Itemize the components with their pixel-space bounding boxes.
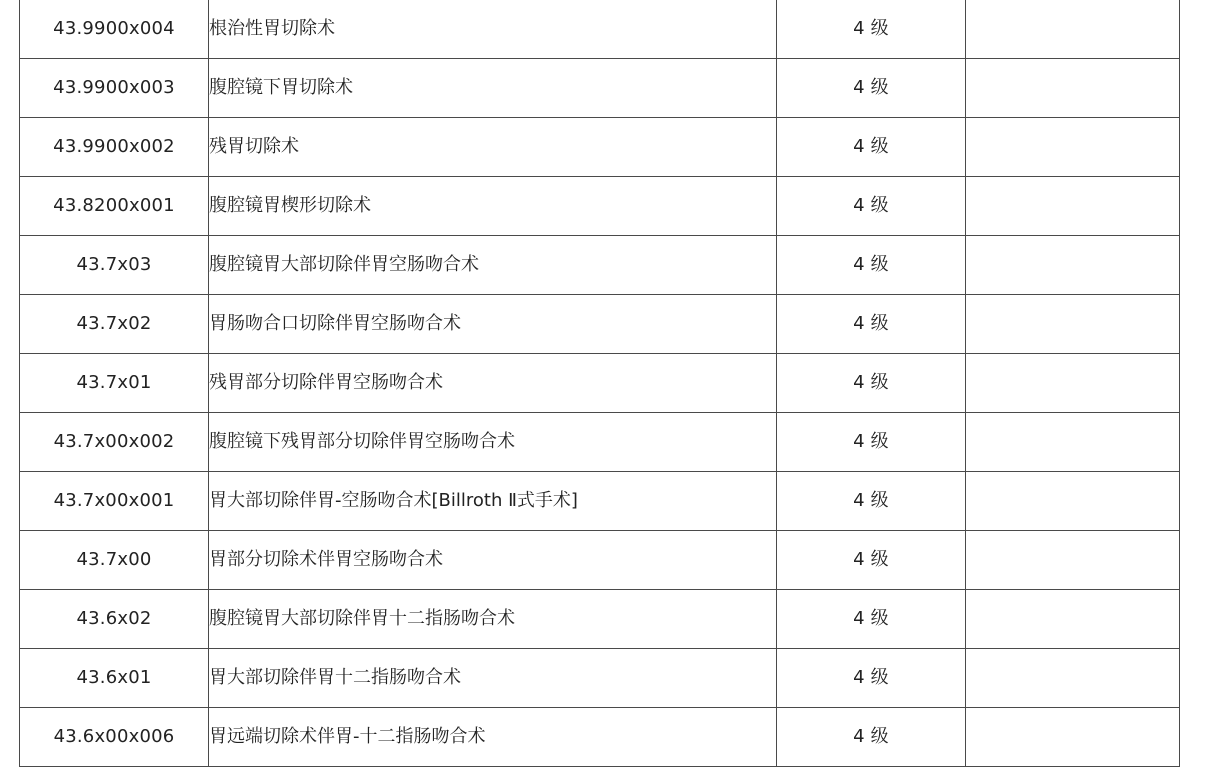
table-row bbox=[20, 295, 1180, 354]
procedure-table-body bbox=[20, 0, 1180, 767]
procedure-code-text: 43.9900x002 bbox=[53, 136, 175, 157]
procedure-name-cell bbox=[209, 708, 777, 767]
procedure-code-cell bbox=[20, 295, 209, 354]
procedure-grade-text: 4 级 bbox=[853, 254, 889, 275]
procedure-grade-cell bbox=[777, 354, 966, 413]
procedure-note-cell bbox=[966, 295, 1180, 354]
procedure-code-text: 43.7x03 bbox=[76, 254, 152, 275]
procedure-name-cell bbox=[209, 177, 777, 236]
procedure-name-text: 胃大部切除伴胃十二指肠吻合术 bbox=[209, 667, 461, 688]
procedure-grade-text: 4 级 bbox=[853, 18, 889, 39]
procedure-code-text: 43.7x00x002 bbox=[53, 431, 175, 452]
procedure-code-cell bbox=[20, 177, 209, 236]
table-row bbox=[20, 59, 1180, 118]
procedure-note-cell bbox=[966, 649, 1180, 708]
procedure-code-cell bbox=[20, 354, 209, 413]
procedure-name-cell bbox=[209, 118, 777, 177]
procedure-name-text: 腹腔镜下胃切除术 bbox=[209, 77, 353, 98]
procedure-table bbox=[19, 0, 1180, 767]
procedure-note-cell bbox=[966, 59, 1180, 118]
procedure-code-text: 43.6x02 bbox=[76, 608, 152, 629]
procedure-code-cell bbox=[20, 649, 209, 708]
procedure-grade-text: 4 级 bbox=[853, 549, 889, 570]
procedure-name-text: 根治性胃切除术 bbox=[209, 18, 335, 39]
procedure-grade-text: 4 级 bbox=[853, 313, 889, 334]
procedure-grade-text: 4 级 bbox=[853, 608, 889, 629]
procedure-code-cell bbox=[20, 708, 209, 767]
procedure-name-text: 胃部分切除术伴胃空肠吻合术 bbox=[209, 549, 443, 570]
table-row bbox=[20, 649, 1180, 708]
procedure-name-cell bbox=[209, 472, 777, 531]
procedure-grade-cell bbox=[777, 0, 966, 59]
procedure-name-text: 腹腔镜下残胃部分切除伴胃空肠吻合术 bbox=[209, 431, 515, 452]
table-row bbox=[20, 118, 1180, 177]
procedure-grade-text: 4 级 bbox=[853, 195, 889, 216]
procedure-note-cell bbox=[966, 590, 1180, 649]
procedure-grade-text: 4 级 bbox=[853, 431, 889, 452]
procedure-grade-cell bbox=[777, 531, 966, 590]
procedure-note-cell bbox=[966, 177, 1180, 236]
table-row bbox=[20, 590, 1180, 649]
procedure-grade-cell bbox=[777, 708, 966, 767]
procedure-code-cell bbox=[20, 59, 209, 118]
procedure-code-cell bbox=[20, 531, 209, 590]
procedure-name-cell bbox=[209, 236, 777, 295]
procedure-grade-cell bbox=[777, 295, 966, 354]
procedure-name-text: 腹腔镜胃大部切除伴胃十二指肠吻合术 bbox=[209, 608, 515, 629]
procedure-name-cell bbox=[209, 295, 777, 354]
procedure-name-cell bbox=[209, 413, 777, 472]
procedure-grade-text: 4 级 bbox=[853, 136, 889, 157]
procedure-grade-text: 4 级 bbox=[853, 372, 889, 393]
procedure-code-text: 43.7x01 bbox=[76, 372, 152, 393]
procedure-name-cell bbox=[209, 0, 777, 59]
procedure-code-text: 43.7x00x001 bbox=[53, 490, 175, 511]
procedure-grade-cell bbox=[777, 236, 966, 295]
table-row bbox=[20, 472, 1180, 531]
procedure-name-text: 残胃切除术 bbox=[209, 136, 299, 157]
procedure-grade-cell bbox=[777, 590, 966, 649]
procedure-grade-cell bbox=[777, 413, 966, 472]
table-row bbox=[20, 531, 1180, 590]
procedure-code-cell bbox=[20, 413, 209, 472]
procedure-grade-text: 4 级 bbox=[853, 490, 889, 511]
procedure-code-text: 43.6x00x006 bbox=[53, 726, 175, 747]
procedure-note-cell bbox=[966, 118, 1180, 177]
procedure-name-text: 胃肠吻合口切除伴胃空肠吻合术 bbox=[209, 313, 461, 334]
procedure-grade-text: 4 级 bbox=[853, 667, 889, 688]
procedure-code-text: 43.7x00 bbox=[76, 549, 152, 570]
procedure-code-cell bbox=[20, 0, 209, 59]
table-row bbox=[20, 708, 1180, 767]
procedure-name-text: 胃大部切除伴胃-空肠吻合术[Billroth Ⅱ式手术] bbox=[209, 490, 578, 511]
procedure-grade-text: 4 级 bbox=[853, 726, 889, 747]
procedure-note-cell bbox=[966, 413, 1180, 472]
table-row bbox=[20, 236, 1180, 295]
procedure-code-cell bbox=[20, 472, 209, 531]
procedure-name-text: 腹腔镜胃楔形切除术 bbox=[209, 195, 371, 216]
procedure-note-cell bbox=[966, 708, 1180, 767]
procedure-note-cell bbox=[966, 354, 1180, 413]
procedure-grade-cell bbox=[777, 649, 966, 708]
procedure-code-text: 43.8200x001 bbox=[53, 195, 175, 216]
procedure-code-text: 43.9900x004 bbox=[53, 18, 175, 39]
procedure-grade-cell bbox=[777, 118, 966, 177]
procedure-grade-cell bbox=[777, 177, 966, 236]
procedure-name-cell bbox=[209, 59, 777, 118]
table-row bbox=[20, 0, 1180, 59]
procedure-code-text: 43.9900x003 bbox=[53, 77, 175, 98]
procedure-name-cell bbox=[209, 649, 777, 708]
procedure-note-cell bbox=[966, 236, 1180, 295]
procedure-code-cell bbox=[20, 590, 209, 649]
procedure-note-cell bbox=[966, 0, 1180, 59]
procedure-name-cell bbox=[209, 590, 777, 649]
table-row bbox=[20, 413, 1180, 472]
procedure-grade-text: 4 级 bbox=[853, 77, 889, 98]
procedure-code-text: 43.7x02 bbox=[76, 313, 152, 334]
procedure-name-cell bbox=[209, 354, 777, 413]
procedure-grade-cell bbox=[777, 59, 966, 118]
procedure-note-cell bbox=[966, 531, 1180, 590]
procedure-code-cell bbox=[20, 118, 209, 177]
procedure-name-cell bbox=[209, 531, 777, 590]
procedure-note-cell bbox=[966, 472, 1180, 531]
procedure-name-text: 残胃部分切除伴胃空肠吻合术 bbox=[209, 372, 443, 393]
procedure-code-text: 43.6x01 bbox=[76, 667, 152, 688]
procedure-code-cell bbox=[20, 236, 209, 295]
table-row bbox=[20, 354, 1180, 413]
procedure-grade-cell bbox=[777, 472, 966, 531]
procedure-name-text: 腹腔镜胃大部切除伴胃空肠吻合术 bbox=[209, 254, 479, 275]
procedure-name-text: 胃远端切除术伴胃-十二指肠吻合术 bbox=[209, 726, 486, 747]
table-row bbox=[20, 177, 1180, 236]
